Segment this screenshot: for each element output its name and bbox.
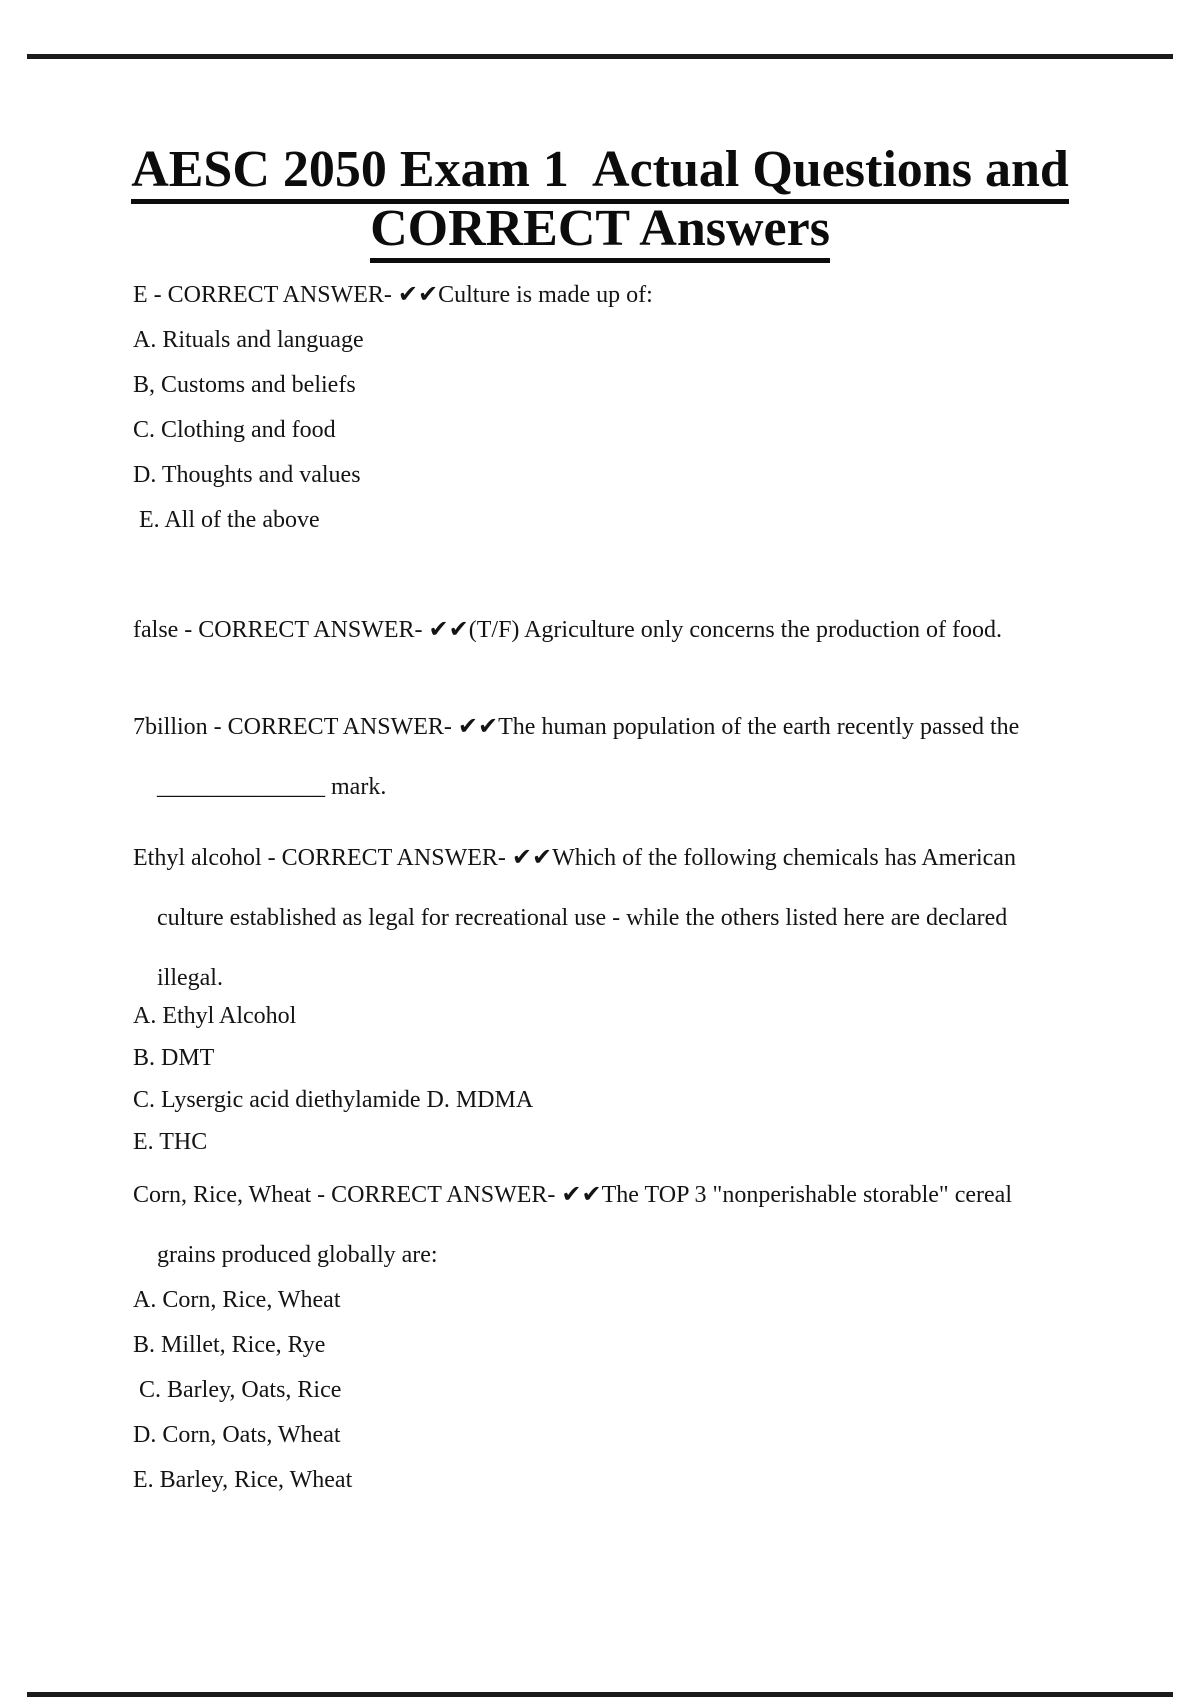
answer-option-b: B. DMT [133, 1045, 215, 1071]
question-line-2: grains produced globally are: [157, 1242, 438, 1268]
question-line-1: Ethyl alcohol - CORRECT ANSWER- ✔✔Which of the following chemicals has American [133, 845, 1016, 871]
answer-option-e: E. THC [133, 1129, 208, 1155]
qa-block-chemicals [133, 843, 1078, 1169]
answer-option-a: A. Rituals and language [133, 327, 364, 353]
answer-option-e: E. All of the above [133, 507, 320, 533]
answer-option-c: C. Clothing and food [133, 417, 336, 443]
answer-option-e: E. Barley, Rice, Wheat [133, 1467, 353, 1493]
answer-option-d: D. Thoughts and values [133, 462, 361, 488]
question-text [133, 1180, 1078, 1270]
answer-option-a: A. Ethyl Alcohol [133, 1003, 297, 1029]
qa-block-cereal-grains [133, 1180, 1078, 1510]
answer-option-d: D. Corn, Oats, Wheat [133, 1422, 341, 1448]
question-text: false - CORRECT ANSWER- ✔✔(T/F) Agriculture only concerns the production of food. [133, 617, 1002, 643]
question-line-2: ______________ mark. [157, 774, 387, 800]
title-line-1-text: AESC 2050 Exam 1 Actual Questions and [131, 141, 1069, 204]
answer-option-b: B. Millet, Rice, Rye [133, 1332, 326, 1358]
top-page-rule [27, 54, 1173, 59]
question-line-1: Corn, Rice, Wheat - CORRECT ANSWER- ✔✔The TOP 3 "nonperishable storable" cereal [133, 1182, 1012, 1208]
answer-option-a: A. Corn, Rice, Wheat [133, 1287, 341, 1313]
answer-option-b: B, Customs and beliefs [133, 372, 356, 398]
question-text [133, 843, 1078, 993]
question-text: E - CORRECT ANSWER- ✔✔Culture is made up of: [133, 282, 653, 308]
answer-option-c: C. Barley, Oats, Rice [133, 1377, 342, 1403]
answer-option-c: C. Lysergic acid diethylamide D. MDMA [133, 1087, 534, 1113]
question-text [133, 712, 1078, 802]
qa-block-population [133, 712, 1078, 817]
question-line-1: 7billion - CORRECT ANSWER- ✔✔The human population of the earth recently passed the [133, 714, 1020, 740]
qa-block-agriculture [133, 615, 1078, 660]
question-line-3: illegal. [157, 965, 223, 991]
question-line-2: culture established as legal for recreational use - while the others listed here are declared [157, 905, 1008, 931]
document-title [0, 140, 1200, 258]
bottom-page-rule [27, 1692, 1173, 1697]
title-line-1 [0, 140, 1200, 199]
qa-block-culture [133, 280, 1078, 550]
title-line-2 [0, 199, 1200, 258]
title-line-2-text: CORRECT Answers [370, 200, 830, 263]
